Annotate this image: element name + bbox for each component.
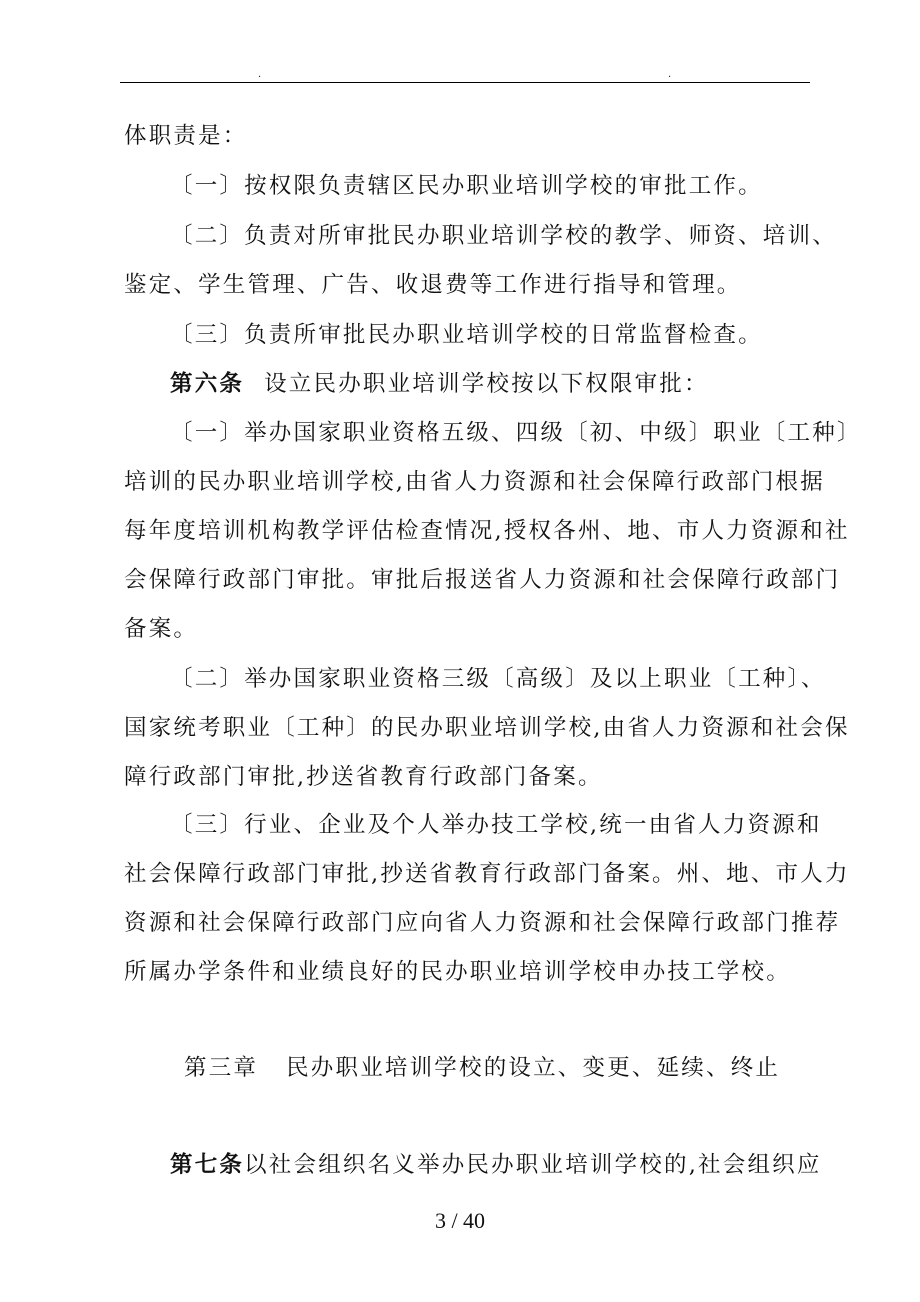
body-line: 国家统考职业〔工种〕的民办职业培训学校,由省人力资源和社会保 [124, 715, 850, 741]
article-6-line [0, 369, 920, 399]
body-line: 障行政部门审批,抄送省教育行政部门备案。 [124, 764, 603, 790]
body-line: 体职责是： [124, 123, 248, 149]
article-7-text: 以社会组织名义举办民办职业培训学校的,社会组织应 [244, 1152, 822, 1178]
header-dot-right: . [668, 69, 672, 80]
body-line: 社会保障行政部门审批,抄送省教育行政部门备案。州、地、市人力 [124, 861, 850, 887]
article-7-label: 第七条 [170, 1152, 245, 1178]
body-line: 〔二〕举办国家职业资格三级〔高级〕及以上职业〔工种〕、 [170, 666, 826, 692]
body-line: 〔一〕举办国家职业资格五级、四级〔初、中级〕职业〔工种〕 [170, 420, 862, 446]
body-line: 会保障行政部门审批。审批后报送省人力资源和社会保障行政部门 [124, 567, 841, 593]
chapter-heading [0, 1053, 920, 1083]
chapter-title: 民办职业培训学校的设立、变更、延续、终止 [286, 1055, 781, 1081]
article-7-line [0, 1150, 920, 1180]
body-line: 鉴定、学生管理、广告、收退费等工作进行指导和管理。 [124, 272, 742, 298]
body-line: 〔二〕负责对所审批民办职业培训学校的教学、师资、培训、 [170, 223, 837, 249]
body-line: 〔三〕行业、企业及个人举办技工学校,统一由省人力资源和 [170, 812, 822, 838]
body-line: 所属办学条件和业绩良好的民办职业培训学校申办技工学校。 [124, 959, 791, 985]
body-line: 每年度培训机构教学评估检查情况,授权各州、地、市人力资源和社 [124, 518, 850, 544]
header-rule [120, 82, 810, 83]
body-line: 备案。 [124, 616, 199, 642]
article-6-label: 第六条 [170, 371, 245, 397]
body-line: 资源和社会保障行政部门应向省人力资源和社会保障行政部门推荐 [124, 910, 841, 936]
article-6-text: 设立民办职业培训学校按以下权限审批： [264, 371, 709, 397]
body-line: 〔三〕负责所审批民办职业培训学校的日常监督检查。 [170, 322, 763, 348]
body-line: 〔一〕按权限负责辖区民办职业培训学校的审批工作。 [170, 173, 763, 199]
page-number: 3 / 40 [434, 1208, 486, 1233]
header-dot-left: . [258, 69, 262, 80]
chapter-label: 第三章 [184, 1055, 259, 1081]
body-line: 培训的民办职业培训学校,由省人力资源和社会保障行政部门根据 [124, 469, 825, 495]
